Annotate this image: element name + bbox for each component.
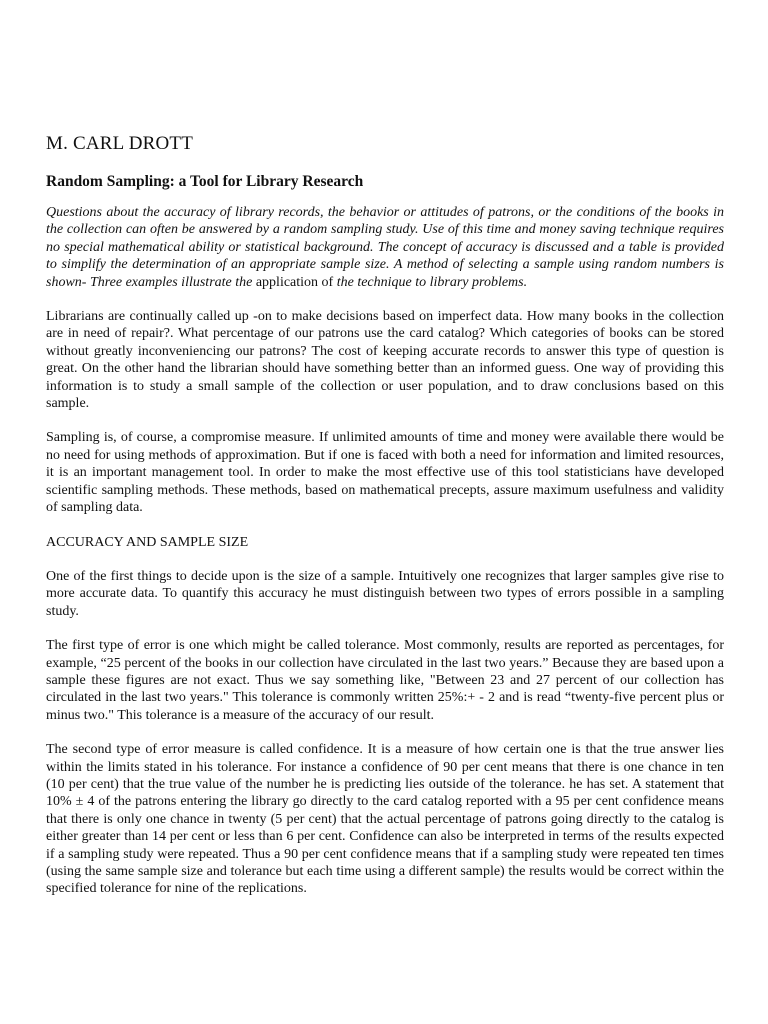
paragraph-5: The second type of error measure is called confidence. It is a measure of how certain one is that the true answer lies within the limits stated in his tolerance. For instance a confidence of 90 per cent means that there is one chance in ten (10 per cent) that the true value of the number he is predicting lies outside of the tolerance. he has set. A statement that 10% ± 4 of the patrons entering the library go directly to the card catalog reported with a 95 per cent confidence means that there is only one chance in twenty (5 per cent) that the actual percentage of patrons going directly to the catalog is either greater than 14 per cent or less than 6 per cent. Confidence can also be interpreted in terms of the results expected if a sampling study were repeated. Thus a 90 per cent confidence means that if a sampling study were repeated ten times (using the same sample size and tolerance but each time using a different sample) the results would be correct within the specified tolerance for nine of the replications. bbox=[46, 742, 724, 897]
document-page bbox=[46, 132, 724, 915]
article-title: Random Sampling: a Tool for Library Research bbox=[46, 173, 364, 190]
paragraph-3: One of the first things to decide upon is the size of a sample. Intuitively one recognizes that larger samples give rise to more accurate data. To quantify this accuracy he must distinguish between two types of errors possible in a sampling study. bbox=[46, 568, 724, 619]
paragraph-1: Librarians are continually called up -on to make decisions based on imperfect data. How many books in the collection are in need of repair?. What percentage of our patrons use the card catalog? Which categories of books can be stored without greatly inconveniencing our patrons? The cost of keeping accurate records to answer this type of question is great. On the other hand the librarian should have something better than an informed guess. One way of providing this information is to study a small sample of the collection or user population, and to draw conclusions based on this sample. bbox=[46, 309, 724, 412]
abstract-text-part2: application of bbox=[255, 274, 334, 290]
author-name: M. CARL DROTT bbox=[46, 133, 194, 154]
paragraph-4: The first type of error is one which might be called tolerance. Most commonly, results are reported as percentages, for example, “25 percent of the books in our collection have circulated in the last two years.” Because they are based upon a sample these figures are not exact. Thus we say something like, "Between 23 and 27 percent of our collection has circulated in the last two years." This tolerance is commonly written 25%:+ - 2 and is read “twenty-five percent plus or minus two." This tolerance is a measure of the accuracy of our result. bbox=[46, 638, 724, 723]
paragraph-2: Sampling is, of course, a compromise measure. If unlimited amounts of time and money were available there would be no need for using methods of approximation. But if one is faced with both a need for information and limited resources, it is an important management tool. In order to make the most effective use of this tool statisticians have developed scientific sampling methods. These methods, based on mathematical precepts, assure maximum usefulness and validity of sampling data. bbox=[46, 430, 724, 516]
section-heading: ACCURACY AND SAMPLE SIZE bbox=[46, 534, 249, 550]
abstract-text-part3: the technique to library problems. bbox=[333, 274, 528, 290]
abstract-text-part1: Questions about the accuracy of library records, the behavior or attitudes of patrons, or the conditions of the books in the collection can often be answered by a random sampling study. Use of this time and money saving technique requires no special mathematical ability or statistical background. The concept of accuracy is discussed and a table is provided to simplify the determination of an appropriate sample size. A method of selecting a sample using random numbers is shown- Three examples illustrate the bbox=[46, 205, 724, 290]
abstract bbox=[46, 204, 724, 291]
